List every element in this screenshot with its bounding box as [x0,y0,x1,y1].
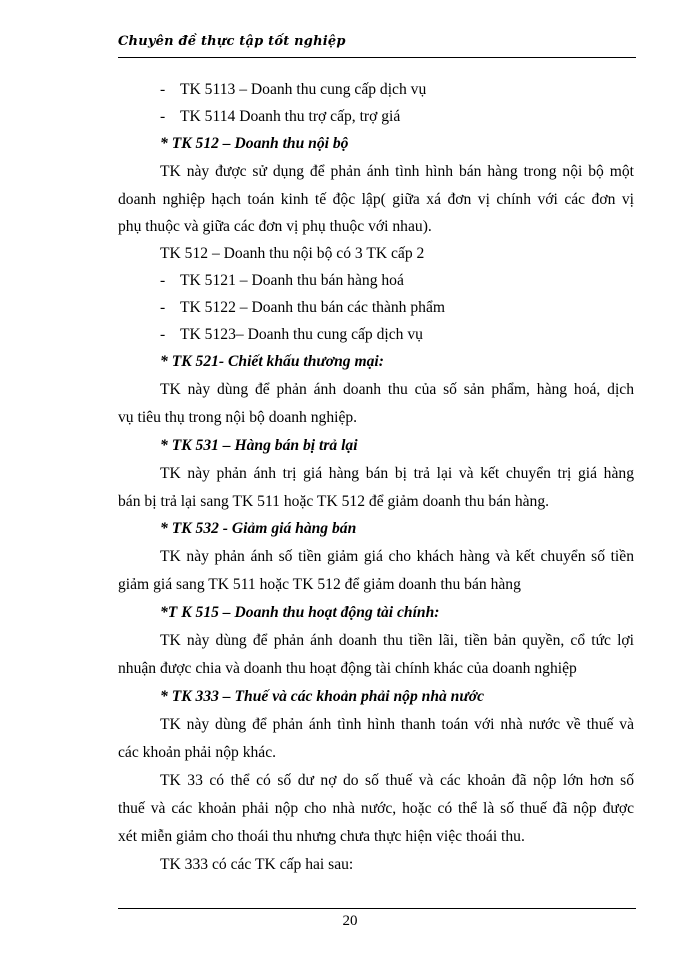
paragraph-line: TK này dùng để phản ánh doanh thu tiền lãi, tiền bản quyền, cổ tức lợi [160,632,634,649]
paragraph-line: phụ thuộc và giữa các đơn vị phụ thuộc với nhau). [118,218,432,235]
bullet-item: - TK 5121 – Doanh thu bán hàng hoá [160,272,404,289]
paragraph-line: TK này được sử dụng để phản ánh tình hình bán hàng trong nội bộ một [160,163,634,180]
bullet-dash: - [160,272,166,289]
paragraph-line: giảm giá sang TK 511 hoặc TK 512 để giảm doanh thu bán hàng [118,576,521,593]
bullet-dash: - [160,81,166,98]
paragraph-line: TK 33 có thể có số dư nợ do số thuế và các khoản đã nộp lớn hơn số [160,772,634,789]
section-heading: * TK 532 - Giảm giá hàng bán [160,520,357,537]
header-rule [118,57,636,58]
bullet-item: - TK 5123– Doanh thu cung cấp dịch vụ [160,326,423,343]
paragraph-line: TK này phản ánh số tiền giảm giá cho khách hàng và kết chuyển số tiền [160,548,634,565]
paragraph-line: TK này dùng để phản ánh doanh thu của số sản phẩm, hàng hoá, dịch [160,381,634,398]
section-heading: * TK 531 – Hàng bán bị trả lại [160,437,358,454]
paragraph-line: TK 333 có các TK cấp hai sau: [160,856,354,873]
bullet-item: - TK 5122 – Doanh thu bán các thành phẩm [160,299,446,316]
section-heading: * TK 521- Chiết khấu thương mại: [160,353,384,370]
paragraph-line: TK này phản ánh trị giá hàng bán bị trả lại và kết chuyển trị giá hàng [160,465,634,482]
paragraph-line: xét miễn giảm cho thoái thu nhưng chưa thực hiện việc thoái thu. [118,828,525,845]
bullet-dash: - [160,326,166,343]
paragraph-line: vụ tiêu thụ trong nội bộ doanh nghiệp. [118,409,358,426]
section-heading: * TK 333 – Thuế và các khoản phải nộp nhà nước [160,688,484,705]
paragraph-line: TK này dùng để phản ánh tình hình thanh toán với nhà nước về thuế và [160,716,634,733]
running-header: Chuyên đề thực tập tốt nghiệp [118,34,346,49]
paragraph-line: thuế và các khoản phải nộp cho nhà nước, hoặc có thể là số thuế đã nộp được [118,800,634,817]
section-heading: * TK 512 – Doanh thu nội bộ [160,135,349,152]
bullet-dash: - [160,299,166,316]
footer-rule [118,908,636,909]
paragraph-line: các khoản phải nộp khác. [118,744,277,761]
bullet-dash: - [160,108,166,125]
bullet-item: - TK 5114 Doanh thu trợ cấp, trợ giá [160,108,401,125]
bullet-item: - TK 5113 – Doanh thu cung cấp dịch vụ [160,81,427,98]
page-number: 20 [342,913,358,929]
paragraph-line: bán bị trả lại sang TK 511 hoặc TK 512 để giảm doanh thu bán hàng. [118,493,550,510]
paragraph-line: doanh nghiệp hạch toán kinh tế độc lập( giữa xá đơn vị chính với các đơn vị [118,191,634,208]
section-heading: *T K 515 – Doanh thu hoạt động tài chính: [160,604,440,621]
paragraph-line: TK 512 – Doanh thu nội bộ có 3 TK cấp 2 [160,245,425,262]
paragraph-line: nhuận được chia và doanh thu hoạt động tài chính khác của doanh nghiệp [118,660,577,677]
